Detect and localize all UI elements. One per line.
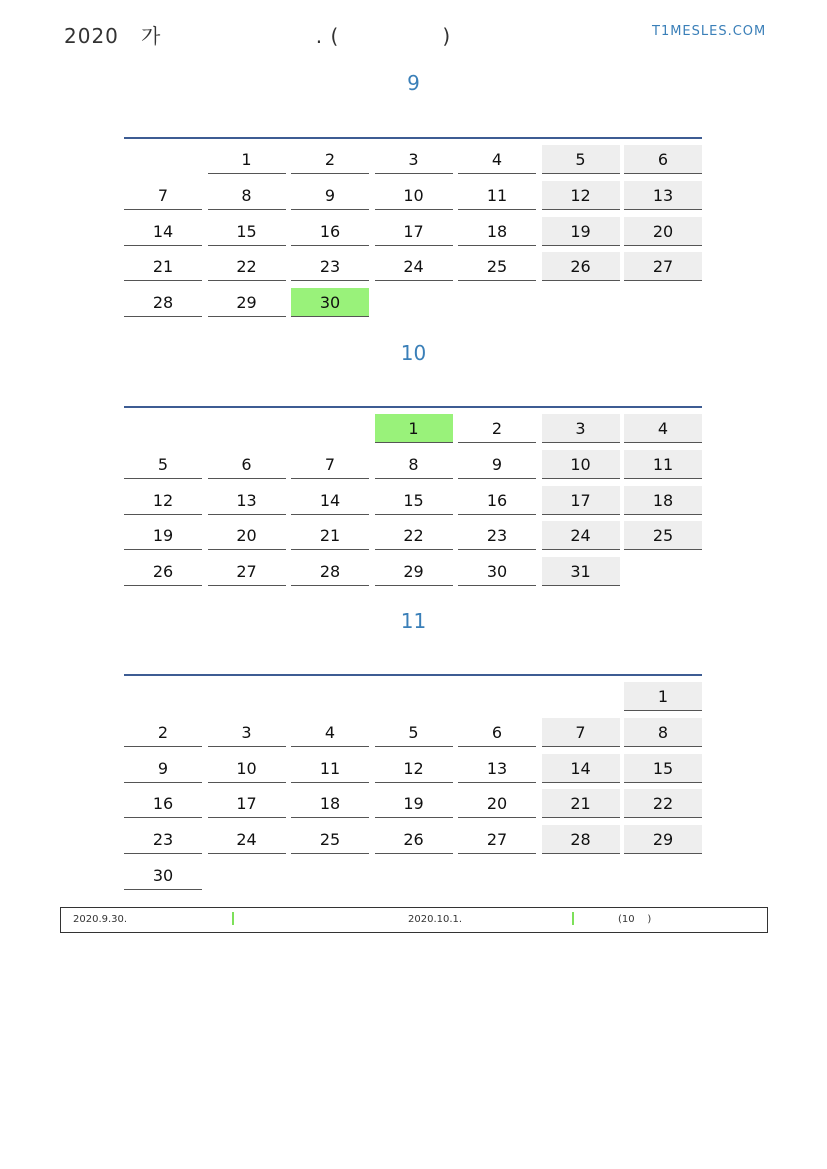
- legend-marker-1: [232, 912, 234, 925]
- legend-date-2: 2020.10.1.: [408, 914, 463, 925]
- day-cell: 27: [458, 825, 536, 854]
- day-cell: 29: [624, 825, 702, 854]
- day-cell: 29: [375, 557, 453, 586]
- day-cell: 10: [208, 754, 286, 783]
- day-cell: 22: [375, 521, 453, 550]
- month-title-november: 11: [400, 609, 427, 633]
- day-cell: 1: [375, 414, 453, 443]
- day-cell: 27: [624, 252, 702, 281]
- day-cell: 10: [542, 450, 620, 479]
- day-cell: 17: [375, 217, 453, 246]
- day-cell: 26: [542, 252, 620, 281]
- day-cell: 30: [291, 288, 369, 317]
- day-cell: 4: [458, 145, 536, 174]
- day-cell: 18: [458, 217, 536, 246]
- day-cell: 30: [458, 557, 536, 586]
- day-cell: 13: [624, 181, 702, 210]
- day-cell: 6: [624, 145, 702, 174]
- day-cell: 4: [291, 718, 369, 747]
- day-cell: 10: [375, 181, 453, 210]
- day-cell: 12: [375, 754, 453, 783]
- day-cell: 8: [375, 450, 453, 479]
- day-cell: 1: [208, 145, 286, 174]
- day-cell: 21: [124, 252, 202, 281]
- day-cell: 3: [375, 145, 453, 174]
- day-cell: 16: [458, 486, 536, 515]
- day-cell: 28: [124, 288, 202, 317]
- day-cell: 15: [208, 217, 286, 246]
- day-cell: 11: [291, 754, 369, 783]
- day-cell: 15: [624, 754, 702, 783]
- day-cell: 25: [624, 521, 702, 550]
- day-cell: 6: [458, 718, 536, 747]
- day-cell: 20: [624, 217, 702, 246]
- calendar-october: [124, 406, 702, 593]
- calendar-september: [124, 137, 702, 324]
- day-cell: 3: [542, 414, 620, 443]
- day-cell: 14: [542, 754, 620, 783]
- day-cell: 14: [124, 217, 202, 246]
- day-cell: 9: [291, 181, 369, 210]
- day-cell: 6: [208, 450, 286, 479]
- day-cell: 18: [624, 486, 702, 515]
- day-cell: 24: [542, 521, 620, 550]
- page-title: 2020 가 . ( ): [64, 24, 452, 48]
- day-cell: 13: [458, 754, 536, 783]
- day-cell: 19: [124, 521, 202, 550]
- day-cell: 5: [542, 145, 620, 174]
- day-cell: 11: [458, 181, 536, 210]
- day-cell: 1: [624, 682, 702, 711]
- day-cell: 7: [124, 181, 202, 210]
- legend-date-1: 2020.9.30.: [73, 914, 128, 925]
- day-cell: 9: [124, 754, 202, 783]
- day-cell: 24: [208, 825, 286, 854]
- legend-marker-2: [572, 912, 574, 925]
- day-cell: 28: [291, 557, 369, 586]
- day-cell: 11: [624, 450, 702, 479]
- day-cell: 3: [208, 718, 286, 747]
- day-cell: 8: [208, 181, 286, 210]
- day-cell: 24: [375, 252, 453, 281]
- day-cell: 5: [375, 718, 453, 747]
- day-cell: 14: [291, 486, 369, 515]
- legend-note: (10 ): [618, 914, 652, 925]
- day-cell: 30: [124, 861, 202, 890]
- day-cell: 25: [291, 825, 369, 854]
- day-cell: 28: [542, 825, 620, 854]
- month-title-october: 10: [400, 341, 427, 365]
- day-cell: 12: [542, 181, 620, 210]
- day-cell: 7: [291, 450, 369, 479]
- day-cell: 21: [291, 521, 369, 550]
- day-cell: 22: [624, 789, 702, 818]
- site-name[interactable]: T1MESLES.COM: [652, 24, 767, 39]
- day-cell: 19: [375, 789, 453, 818]
- day-cell: 15: [375, 486, 453, 515]
- day-cell: 5: [124, 450, 202, 479]
- day-cell: 25: [458, 252, 536, 281]
- day-cell: 21: [542, 789, 620, 818]
- day-cell: 20: [458, 789, 536, 818]
- day-cell: 2: [124, 718, 202, 747]
- day-cell: 8: [624, 718, 702, 747]
- day-cell: 2: [458, 414, 536, 443]
- holiday-legend: [60, 907, 768, 933]
- day-cell: 29: [208, 288, 286, 317]
- calendar-november: [124, 674, 702, 897]
- day-cell: 9: [458, 450, 536, 479]
- day-cell: 13: [208, 486, 286, 515]
- day-cell: 12: [124, 486, 202, 515]
- day-cell: 23: [291, 252, 369, 281]
- day-cell: 17: [542, 486, 620, 515]
- day-cell: 2: [291, 145, 369, 174]
- day-cell: 22: [208, 252, 286, 281]
- month-title-september: 9: [407, 71, 420, 95]
- day-cell: 27: [208, 557, 286, 586]
- day-cell: 23: [458, 521, 536, 550]
- day-cell: 31: [542, 557, 620, 586]
- day-cell: 20: [208, 521, 286, 550]
- day-cell: 4: [624, 414, 702, 443]
- day-cell: 23: [124, 825, 202, 854]
- day-cell: 26: [124, 557, 202, 586]
- day-cell: 19: [542, 217, 620, 246]
- day-cell: 26: [375, 825, 453, 854]
- day-cell: 16: [124, 789, 202, 818]
- day-cell: 7: [542, 718, 620, 747]
- day-cell: 16: [291, 217, 369, 246]
- day-cell: 18: [291, 789, 369, 818]
- day-cell: 17: [208, 789, 286, 818]
